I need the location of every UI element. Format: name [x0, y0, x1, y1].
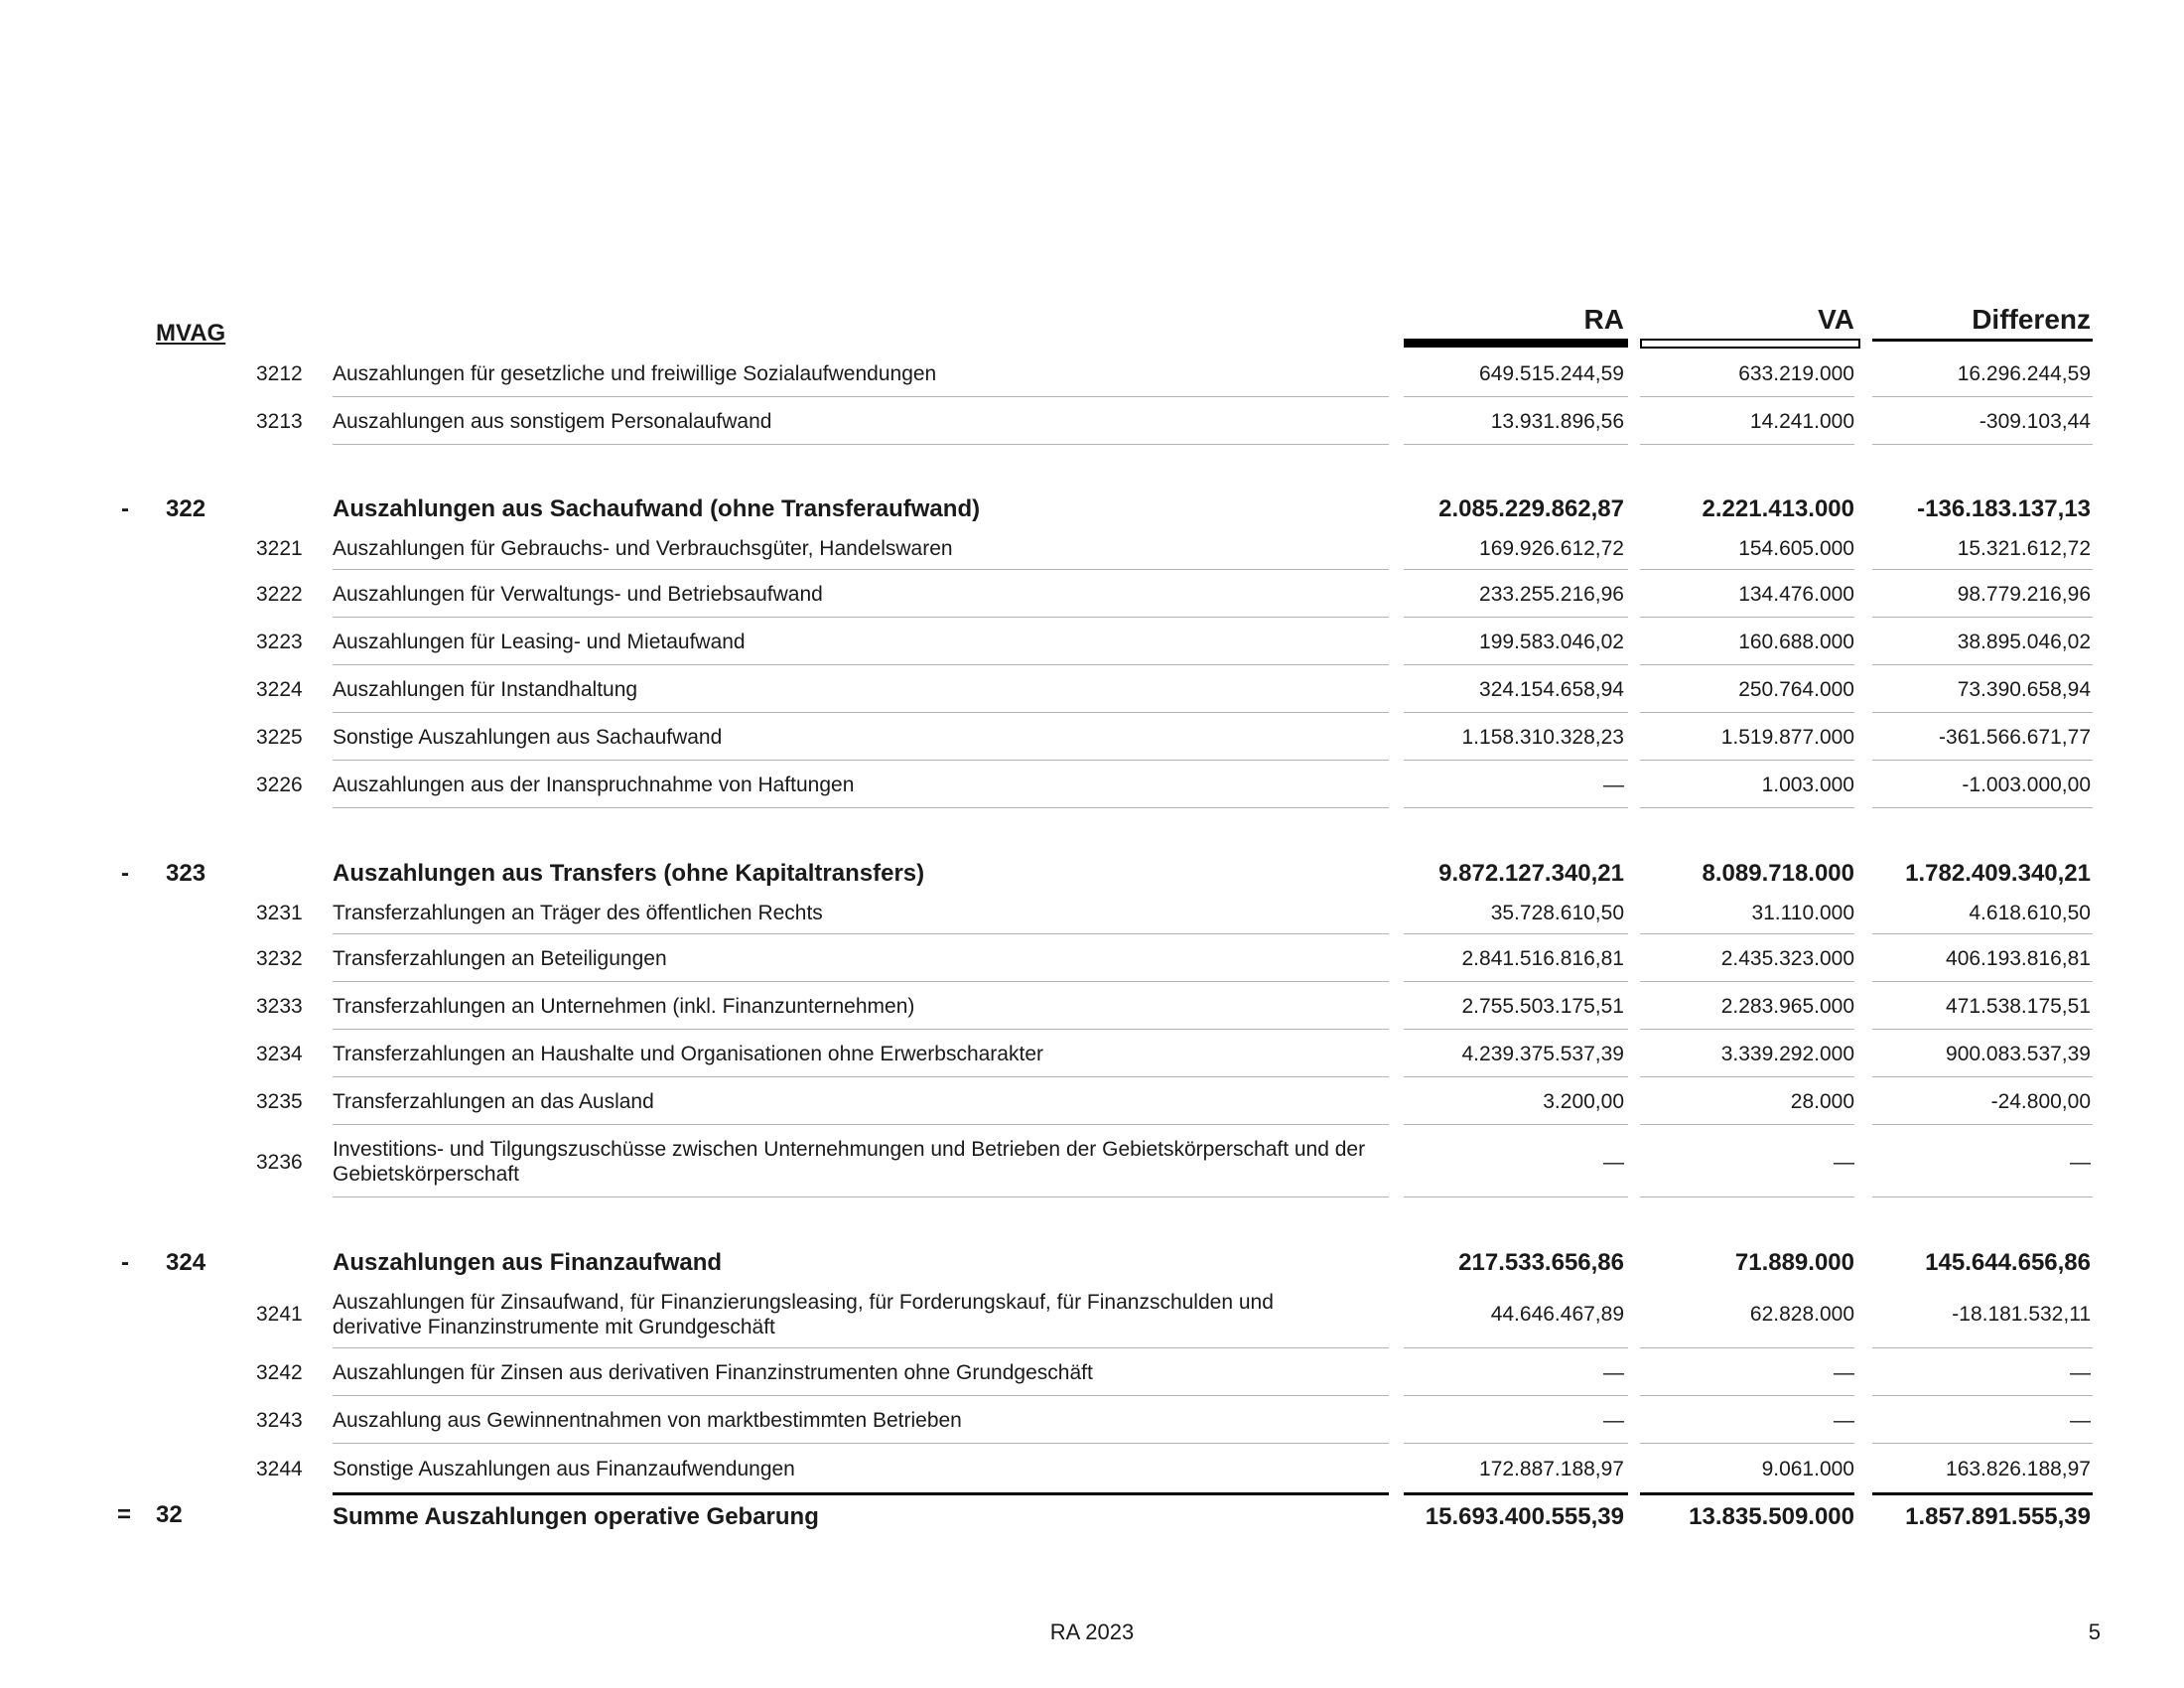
va-header-bar — [1640, 339, 1860, 349]
group-text: Auszahlungen aus Transfers (ohne Kapitaltransfers) — [333, 859, 925, 887]
row-text: Auszahlung aus Gewinnentnahmen von marktbestimmten Betrieben — [333, 1409, 962, 1432]
column-header-va: VA — [1818, 304, 1854, 335]
row-va: 154.605.000 — [1738, 536, 1854, 560]
row-va: 1.519.877.000 — [1720, 726, 1854, 749]
group-ra: 217.533.656,86 — [1458, 1248, 1624, 1276]
row-code: 3235 — [256, 1090, 303, 1113]
row-divider — [1872, 569, 2093, 570]
row-ra: 172.887.188,97 — [1479, 1457, 1624, 1480]
row-ra: — — [1603, 1150, 1624, 1174]
row-divider — [1640, 1196, 1854, 1197]
row-text: Transferzahlungen an Unternehmen (inkl. Finanzunternehmen) — [333, 995, 915, 1018]
row-divider — [1404, 981, 1628, 982]
group-sign: - — [121, 859, 129, 887]
row-code: 3231 — [256, 901, 303, 924]
table-row — [0, 526, 2184, 570]
group-va: 8.089.718.000 — [1702, 859, 1854, 887]
row-diff: -18.181.532,11 — [1952, 1303, 2091, 1326]
ra-header-bar — [1404, 339, 1628, 348]
row-code: 3224 — [256, 678, 303, 701]
row-divider — [1872, 933, 2093, 934]
footer-document-label: RA 2023 — [1049, 1619, 1135, 1644]
row-va: 134.476.000 — [1738, 583, 1854, 606]
total-diff: 1.857.891.555,39 — [1905, 1502, 2091, 1530]
group-diff: -136.183.137,13 — [1917, 494, 2091, 522]
table-row — [0, 891, 2184, 934]
row-divider — [1872, 1029, 2093, 1030]
page-number: 5 — [2088, 1619, 2101, 1644]
row-divider — [333, 617, 1389, 618]
table-row — [0, 935, 2184, 982]
row-divider — [1404, 712, 1628, 713]
table-row — [0, 1031, 2184, 1077]
row-divider — [1872, 617, 2093, 618]
row-divider — [1872, 1124, 2093, 1125]
row-divider — [1404, 444, 1628, 445]
row-ra: — — [1603, 774, 1624, 796]
table-row — [0, 1445, 2184, 1492]
row-diff: 15.321.612,72 — [1957, 536, 2091, 560]
group-va: 2.221.413.000 — [1702, 494, 1854, 522]
row-divider — [1404, 1443, 1628, 1444]
row-va: 3.339.292.000 — [1720, 1043, 1854, 1065]
row-divider — [1404, 396, 1628, 397]
row-divider — [1640, 444, 1854, 445]
total-va: 13.835.509.000 — [1689, 1502, 1854, 1530]
total-code: 32 — [156, 1501, 183, 1528]
row-divider — [1872, 981, 2093, 982]
row-ra: 13.931.896,56 — [1490, 410, 1624, 433]
row-text: Transferzahlungen an Haushalte und Organisationen ohne Erwerbscharakter — [333, 1043, 1043, 1065]
row-diff: — — [2070, 1409, 2091, 1432]
row-va: 31.110.000 — [1751, 901, 1854, 924]
row-divider — [1640, 617, 1854, 618]
row-divider — [1404, 569, 1628, 570]
row-text: Auszahlungen für Zinsen aus derivativen Finanzinstrumenten ohne Grundgeschäft — [333, 1361, 1093, 1384]
row-divider — [333, 664, 1389, 665]
row-diff: -1.003.000,00 — [1962, 774, 2091, 796]
row-divider — [1404, 1395, 1628, 1396]
row-ra: 4.239.375.537,39 — [1461, 1043, 1624, 1065]
row-divider — [1404, 933, 1628, 934]
row-code: 3221 — [256, 536, 303, 560]
row-divider — [333, 569, 1389, 570]
row-divider — [333, 1076, 1389, 1077]
row-va: 1.003.000 — [1761, 774, 1854, 796]
row-divider — [333, 712, 1389, 713]
row-code: 3233 — [256, 995, 303, 1018]
row-diff: -361.566.671,77 — [1939, 726, 2091, 749]
row-divider — [1872, 807, 2093, 808]
row-va: — — [1834, 1409, 1854, 1432]
row-divider — [1872, 1196, 2093, 1197]
row-divider — [1404, 1124, 1628, 1125]
row-text: Transferzahlungen an Beteiligungen — [333, 947, 667, 970]
table-row — [0, 714, 2184, 761]
row-divider — [1404, 760, 1628, 761]
row-divider — [1872, 1076, 2093, 1077]
row-divider — [1404, 1347, 1628, 1348]
row-ra: 199.583.046,02 — [1479, 631, 1624, 653]
row-divider — [1872, 664, 2093, 665]
total-ra: 15.693.400.555,39 — [1425, 1502, 1624, 1530]
group-code: 324 — [166, 1248, 206, 1276]
group-sign: - — [121, 1248, 129, 1276]
row-ra: 649.515.244,59 — [1479, 362, 1624, 385]
row-divider — [1640, 1124, 1854, 1125]
row-ra: 44.646.467,89 — [1490, 1303, 1624, 1326]
row-divider — [1640, 1076, 1854, 1077]
row-divider — [333, 933, 1389, 934]
group-row-322 — [0, 491, 2184, 526]
group-ra: 2.085.229.862,87 — [1438, 494, 1624, 522]
row-divider — [1404, 617, 1628, 618]
row-code: 3243 — [256, 1409, 303, 1432]
row-text: Auszahlungen aus sonstigem Personalaufwand — [333, 410, 772, 433]
row-divider — [1640, 712, 1854, 713]
group-code: 323 — [166, 859, 206, 887]
row-code: 3242 — [256, 1361, 303, 1384]
row-code: 3223 — [256, 631, 303, 653]
row-divider — [1640, 933, 1854, 934]
table-row — [0, 983, 2184, 1030]
row-divider — [1640, 664, 1854, 665]
row-diff: — — [2070, 1361, 2091, 1384]
row-text: Transferzahlungen an das Ausland — [333, 1090, 654, 1113]
total-row — [0, 1492, 2184, 1540]
row-text: Transferzahlungen an Träger des öffentlichen Rechts — [333, 901, 823, 924]
row-diff: 471.538.175,51 — [1946, 995, 2091, 1018]
table-row — [0, 619, 2184, 665]
row-code: 3226 — [256, 774, 303, 796]
row-code: 3234 — [256, 1043, 303, 1065]
group-row-324 — [0, 1244, 2184, 1280]
table-row — [0, 398, 2184, 445]
row-divider — [333, 1029, 1389, 1030]
row-va: 160.688.000 — [1738, 631, 1854, 653]
row-va: — — [1834, 1361, 1854, 1384]
row-divider — [1404, 1196, 1628, 1197]
row-va: 9.061.000 — [1761, 1457, 1854, 1480]
row-ra: 3.200,00 — [1543, 1090, 1624, 1113]
row-va: — — [1834, 1150, 1854, 1174]
row-ra: 324.154.658,94 — [1479, 678, 1624, 701]
row-text: Auszahlungen für gesetzliche und freiwillige Sozialaufwendungen — [333, 362, 937, 385]
row-ra: 233.255.216,96 — [1479, 583, 1624, 606]
table-row — [0, 1280, 2184, 1348]
table-row — [0, 571, 2184, 618]
row-text: Auszahlungen für Leasing- und Mietaufwand — [333, 631, 746, 653]
row-text: Auszahlungen für Gebrauchs- und Verbrauchsgüter, Handelswaren — [333, 536, 953, 560]
row-divider — [333, 760, 1389, 761]
row-divider — [1872, 1347, 2093, 1348]
group-ra: 9.872.127.340,21 — [1438, 859, 1624, 887]
row-va: 633.219.000 — [1738, 362, 1854, 385]
row-divider — [1640, 1395, 1854, 1396]
row-divider — [1640, 760, 1854, 761]
total-text: Summe Auszahlungen operative Gebarung — [333, 1502, 819, 1530]
row-divider — [1640, 396, 1854, 397]
row-divider — [333, 444, 1389, 445]
row-va: 62.828.000 — [1749, 1303, 1854, 1326]
column-header-differenz: Differenz — [1972, 304, 2091, 335]
row-diff: 900.083.537,39 — [1946, 1043, 2091, 1065]
table-row — [0, 1349, 2184, 1396]
row-divider — [333, 1124, 1389, 1125]
row-diff: 16.296.244,59 — [1957, 362, 2091, 385]
row-ra: 2.755.503.175,51 — [1461, 995, 1624, 1018]
table-row — [0, 351, 2184, 397]
row-diff: 4.618.610,50 — [1969, 901, 2091, 924]
table-row — [0, 762, 2184, 808]
row-divider — [1872, 396, 2093, 397]
table-row — [0, 1126, 2184, 1197]
row-divider — [1872, 1443, 2093, 1444]
row-text: Sonstige Auszahlungen aus Finanzaufwendungen — [333, 1457, 795, 1480]
row-divider — [1872, 1395, 2093, 1396]
row-va: 250.764.000 — [1738, 678, 1854, 701]
row-divider — [1872, 444, 2093, 445]
row-divider — [1872, 712, 2093, 713]
row-divider — [1640, 1347, 1854, 1348]
differenz-header-bar — [1872, 339, 2093, 342]
group-va: 71.889.000 — [1734, 1248, 1854, 1276]
row-diff: 38.895.046,02 — [1957, 631, 2091, 653]
row-divider — [333, 1347, 1389, 1348]
row-divider — [1640, 981, 1854, 982]
row-divider — [1404, 664, 1628, 665]
group-sign: - — [121, 494, 129, 522]
row-text: Auszahlungen aus der Inanspruchnahme von Haftungen — [333, 774, 855, 796]
mvag-header: MVAG — [156, 320, 226, 347]
table-row — [0, 666, 2184, 713]
row-diff: — — [2070, 1150, 2091, 1174]
row-code: 3225 — [256, 726, 303, 749]
row-diff: -309.103,44 — [1979, 410, 2091, 433]
row-divider — [1640, 1443, 1854, 1444]
row-text: Auszahlungen für Zinsaufwand, für Finanzierungsleasing, für Forderungskauf, für Finanzschulden und derivative Finanzinstrumente mit Grundgeschäft — [333, 1290, 1274, 1338]
group-diff: 1.782.409.340,21 — [1905, 859, 2091, 887]
row-divider — [1640, 569, 1854, 570]
row-text: Sonstige Auszahlungen aus Sachaufwand — [333, 726, 723, 749]
row-diff: 73.390.658,94 — [1957, 678, 2091, 701]
row-code: 3241 — [256, 1303, 303, 1326]
row-diff: -24.800,00 — [1990, 1090, 2091, 1113]
row-divider — [1404, 807, 1628, 808]
group-text: Auszahlungen aus Sachaufwand (ohne Transferaufwand) — [333, 494, 981, 522]
row-divider — [1872, 760, 2093, 761]
row-code: 3222 — [256, 583, 303, 606]
row-divider — [1640, 807, 1854, 808]
row-diff: 406.193.816,81 — [1946, 947, 2091, 970]
row-text: Auszahlungen für Verwaltungs- und Betriebsaufwand — [333, 583, 823, 606]
row-divider — [333, 981, 1389, 982]
row-divider — [333, 1395, 1389, 1396]
row-ra: — — [1603, 1409, 1624, 1432]
row-diff: 98.779.216,96 — [1957, 583, 2091, 606]
row-text: Investitions- und Tilgungszuschüsse zwischen Unternehmungen und Betrieben der Gebietskörperschaft und der Gebietskörperschaft — [333, 1138, 1366, 1186]
row-divider — [333, 396, 1389, 397]
group-text: Auszahlungen aus Finanzaufwand — [333, 1248, 723, 1276]
row-text: Auszahlungen für Instandhaltung — [333, 678, 638, 701]
row-va: 2.435.323.000 — [1720, 947, 1854, 970]
group-code: 322 — [166, 494, 206, 522]
row-divider — [1404, 1029, 1628, 1030]
row-ra: 169.926.612,72 — [1479, 536, 1624, 560]
row-va: 2.283.965.000 — [1720, 995, 1854, 1018]
row-code: 3213 — [256, 410, 303, 433]
group-row-323 — [0, 855, 2184, 891]
row-divider — [333, 807, 1389, 808]
row-ra: 35.728.610,50 — [1490, 901, 1624, 924]
row-ra: 1.158.310.328,23 — [1461, 726, 1624, 749]
table-row — [0, 1078, 2184, 1125]
column-header-ra: RA — [1583, 304, 1624, 335]
total-sign: = — [117, 1501, 132, 1528]
row-code: 3212 — [256, 362, 303, 385]
row-code: 3232 — [256, 947, 303, 970]
row-ra: — — [1603, 1361, 1624, 1384]
row-ra: 2.841.516.816,81 — [1461, 947, 1624, 970]
row-diff: 163.826.188,97 — [1946, 1457, 2091, 1480]
row-va: 28.000 — [1790, 1090, 1854, 1113]
row-divider — [1640, 1029, 1854, 1030]
row-code: 3244 — [256, 1457, 303, 1480]
row-divider — [333, 1443, 1389, 1444]
row-divider — [1404, 1076, 1628, 1077]
row-va: 14.241.000 — [1749, 410, 1854, 433]
row-divider — [333, 1196, 1389, 1197]
group-diff: 145.644.656,86 — [1925, 1248, 2091, 1276]
row-code: 3236 — [256, 1150, 303, 1174]
table-row — [0, 1397, 2184, 1444]
